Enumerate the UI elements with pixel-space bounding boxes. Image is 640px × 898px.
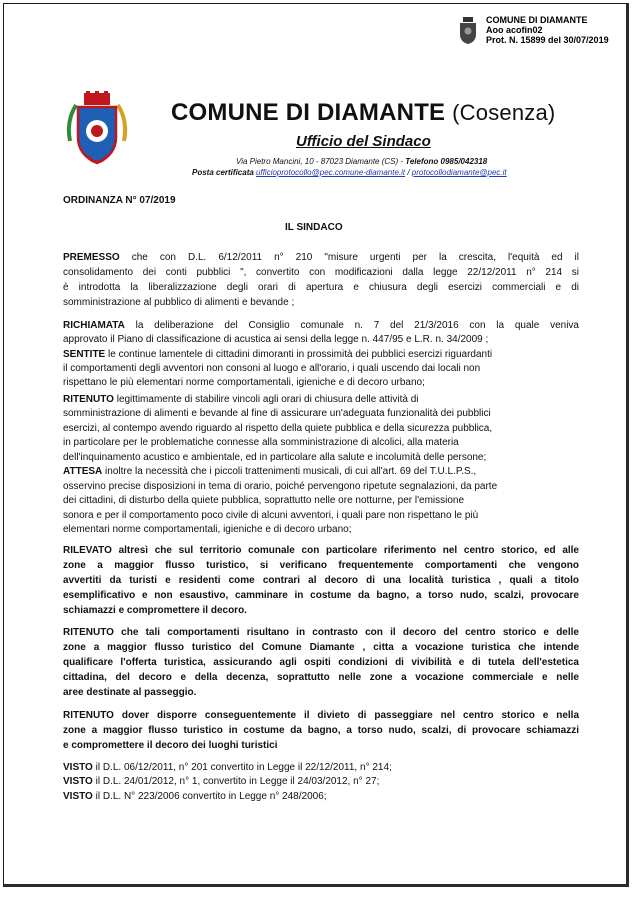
office-subtitle: Ufficio del Sindaco xyxy=(296,133,431,150)
pec-link-2[interactable]: protocollodiamante@pec.it xyxy=(411,168,507,177)
paragraph-line: approvato il Piano di classificazione di acustica ai sensi della legge n. 447/95 e L.R. n. 34/2009 ; xyxy=(63,334,489,345)
paragraph-line: elementari norme comportamentali, igieniche e di decoro urbano; xyxy=(63,524,352,535)
paragraph-line: rispettano le più elementari norme comportamentali, igieniche e di decoro urbano; xyxy=(63,377,425,388)
paragraph-line: zone a maggior flusso turistico, si verificano frequentemente comportamenti che vengono xyxy=(63,560,579,571)
paragraph-line: zone a maggior flusso turistico in costume da bagno, a torso nudo, scalzi, di provocare schiamazzi xyxy=(63,725,579,736)
coat-of-arms-small-icon xyxy=(458,17,478,45)
paragraph-line: dell'inquinamento acustico e ambientale, ed in particolare alla salute e incolumità delle persone; xyxy=(63,452,487,463)
paragraph-line: in particolare per le problematiche connesse alla somministrazione di alcolici, alla materia xyxy=(63,437,459,448)
ordinance-number: ORDINANZA N° 07/2019 xyxy=(63,195,176,206)
paragraph-line: sonora e per il comportamento poco civile di alcuni avventori, i quali pare non rispettano le più xyxy=(63,510,479,521)
paragraph-line: aree destinate al passeggio. xyxy=(63,687,197,698)
paragraph-line: esercizi, al contempo avendo riguardo al rispetto della quiete pubblica e della sicurezza pubblica, xyxy=(63,423,493,434)
paragraph-line: VISTO il D.L. 06/12/2011, n° 201 convertito in Legge il 22/12/2011, n° 214; xyxy=(63,762,392,773)
paragraph-line: VISTO il D.L. N° 223/2006 convertito in Legge n° 248/2006; xyxy=(63,791,327,802)
paragraph-line: RICHIAMATA la deliberazione del Consiglio comunale n. 7 del 21/3/2016 con la quale veniva xyxy=(63,320,579,331)
section-heading: IL SINDACO xyxy=(285,222,343,233)
stamp-line-2: Aoo acofin02 xyxy=(486,25,543,35)
paragraph-line: RITENUTO dover disporre conseguentemente il divieto di passeggiare nel centro storico e nella xyxy=(63,710,579,721)
paragraph-line: SENTITE le continue lamentele di cittadini dimoranti in prossimità dei pubblici esercizi riguardanti xyxy=(63,349,493,360)
paragraph-line: zone a maggior flusso turistico del Comune Diamante , citta a vocazione turistica che intende xyxy=(63,642,579,653)
address-line: Via Pietro Mancini, 10 - 87023 Diamante (CS) - Telefono 0985/042318 xyxy=(236,157,488,166)
paragraph-line: VISTO il D.L. 24/01/2012, n° 1, convertito in Legge il 24/03/2012, n° 27; xyxy=(63,776,380,787)
municipality-title: COMUNE DI DIAMANTE (Cosenza) xyxy=(171,99,556,126)
paragraph-line: avvertiti da turisti e residenti come contrari al decoro di una località turistica , quali a titolo xyxy=(63,575,579,586)
paragraph-line: RITENUTO che tali comportamenti risultano in contrasto con il decoro del centro storico e delle xyxy=(63,627,579,638)
paragraph-line: qualificare l'offerta turistica, assicurando agli ospiti condizioni di vivibilità e di tutela dell'estetica xyxy=(63,657,579,668)
paragraph-line: e compromettere il decoro dei luoghi turistici xyxy=(63,740,278,751)
pec-line: Posta certificata ufficioprotocollo@pec.comune-diamante.it / protocollodiamante@pec.it xyxy=(192,168,507,177)
paragraph-line: esemplificativo e non esaustivo, camminare in costume da bagno, a torso nudo, scalzi, provocare xyxy=(63,590,579,601)
paragraph-line: RITENUTO legittimamente di stabilire vincoli agli orari di chiusura delle attività di xyxy=(63,394,419,405)
pec-link-1[interactable]: ufficioprotocollo@pec.comune-diamante.it xyxy=(256,168,406,177)
paragraph-line: PREMESSO che con D.L. 6/12/2011 n° 210 "misure urgenti per la crescita, l'equità ed il xyxy=(63,252,579,263)
paragraph-line: osservino precise disposizioni in tema di orario, poiché pervengono ripetute segnalazioni, da parte xyxy=(63,481,498,492)
paragraph-line: schiamazzi e compromettere il decoro. xyxy=(63,605,247,616)
paragraph-line: il comportamenti degli avventori non consoni al luogo e all'orario, i quali uscendo dai locali non xyxy=(63,363,481,374)
paragraph-line: dei cittadini, di disturbo della quiete pubblica, soprattutto nelle ore notturne, per l'emissione xyxy=(63,495,465,506)
paragraph-line: cittadina, del decoro e della decenza, soprattutto nelle zone a vocazione commerciale e nelle xyxy=(63,672,579,683)
paragraph-line: somministrazione al pubblico di alimenti e bevande ; xyxy=(63,297,295,308)
paragraph-line: consolidamento dei conti pubblici ", convertito con modificazioni dalla legge 22/12/2011 n° 214 si xyxy=(63,267,579,278)
stamp-line-3: Prot. N. 15899 del 30/07/2019 xyxy=(486,35,609,45)
municipal-crest-icon xyxy=(64,91,130,171)
paragraph-line: RILEVATO altresì che sul territorio comunale con particolare riferimento nel centro storico, ed alle xyxy=(63,545,579,556)
paragraph-line: ATTESA inoltre la necessità che i piccoli trattenimenti musicali, di cui all'art. 69 del T.U.L.P.S., xyxy=(63,466,477,477)
paragraph-line: è introdotta la liberalizzazione degli orari di apertura e chiusura degli esercizi commerciali e di xyxy=(63,282,579,293)
paragraph-line: somministrazione di alimenti e bevande al fine di assicurare un'adeguata funzionalità dei pubblici xyxy=(63,408,491,419)
stamp-line-1: COMUNE DI DIAMANTE xyxy=(486,15,588,25)
